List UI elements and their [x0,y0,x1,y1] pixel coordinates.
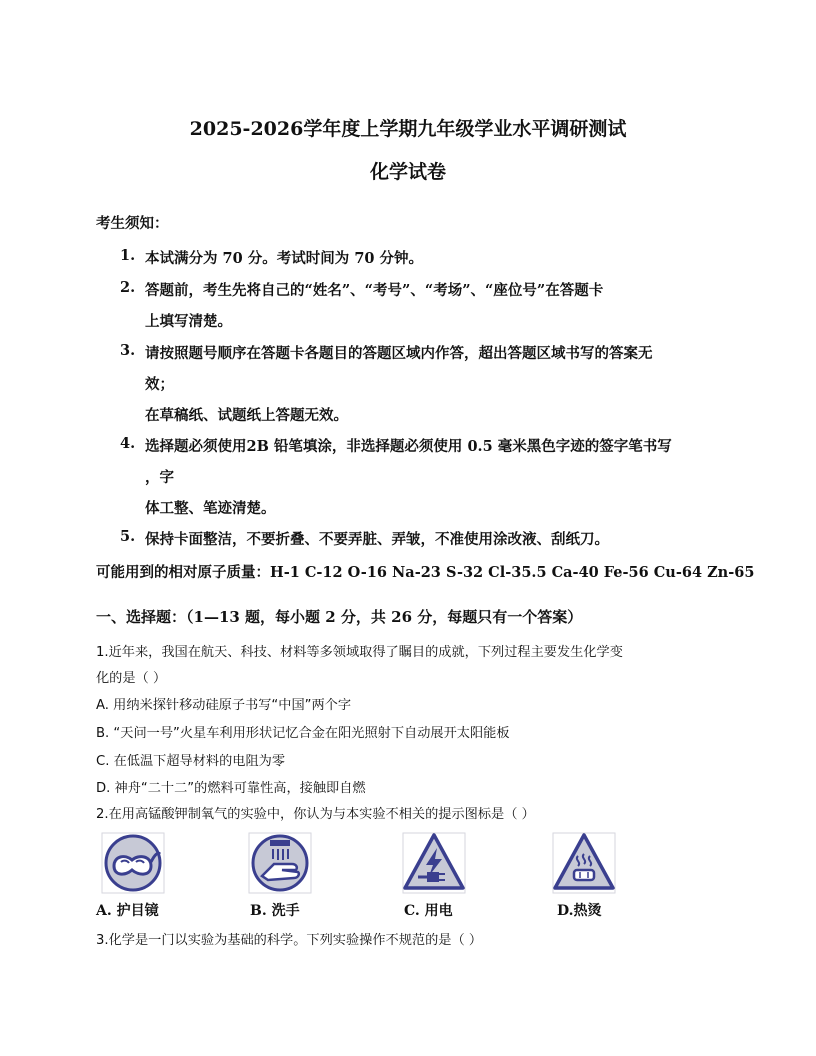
question-2-option-a: A. 护目镜 [96,903,159,919]
question-1-option-d: D. 神舟“二十二”的燃料可靠性高，接触即自燃 [96,781,366,796]
question-1-option-b: B. “天问一号”火星车利用形状记忆合金在阳光照射下自动展开太阳能板 [96,726,510,741]
notice-item-line: 本试满分为 70 分。考试时间为 70 分钟。 [145,250,424,267]
hot-surface-icon [552,832,616,894]
section-heading-choice: 一、选择题：（1—13 题，每小题 2 分，共 26 分，每题只有一个答案） [96,608,583,626]
notice-item-line: 请按照题号顺序在答题卡各题目的答题区域内作答，超出答题区域书写的答案无 [145,345,653,362]
exam-title: 2025-2026学年度上学期九年级学业水平调研测试 [189,118,627,140]
notice-item-line: 保持卡面整洁，不要折叠、不要弄脏、弄皱，不准使用涂改液、刮纸刀。 [145,531,609,548]
electricity-icon [402,832,466,894]
notice-item-number: 3. [120,342,136,359]
notice-item-number: 2. [120,279,136,296]
notice-item-line: 效； [145,376,174,393]
exam-subtitle: 化学试卷 [369,161,446,183]
question-2-option-c: C. 用电 [404,903,453,919]
notice-item-line: ，字 [145,469,174,486]
question-1-option-a: A. 用纳米探针移动硅原子书写“中国”两个字 [96,698,352,713]
notice-item-number: 4. [120,435,136,452]
question-2-stem: 2.在用高锰酸钾制氧气的实验中，你认为与本实验不相关的提示图标是（ ） [96,807,535,822]
notice-heading: 考生须知： [96,215,169,232]
notice-item-number: 1. [120,247,136,264]
notice-item-line: 选择题必须使用2B 铅笔填涂，非选择题必须使用 0.5 毫米黑色字迹的签字笔书写 [145,438,672,455]
question-1-stem: 1.近年来，我国在航天、科技、材料等多领域取得了瞩目的成就，下列过程主要发生化学变 [96,645,623,660]
question-2-option-d: D.热烫 [557,903,602,919]
goggles-icon [101,832,165,894]
notice-item-line: 答题前，考生先将自己的“姓名”、“考号”、“考场”、“座位号”在答题卡 [145,282,604,299]
hand-wash-icon [248,832,312,894]
notice-item-line: 体工整、笔迹清楚。 [145,500,276,517]
question-3-stem: 3.化学是一门以实验为基础的科学。下列实验操作不规范的是（ ） [96,933,483,948]
question-1-option-c: C. 在低温下超导材料的电阻为零 [96,754,286,769]
question-2-option-b: B. 洗手 [250,903,300,919]
atomic-mass-line: 可能用到的相对原子质量：H-1 C-12 O-16 Na-23 S-32 Cl-35.5 Ca-40 Fe-56 Cu-64 Zn-65 [96,564,755,581]
notice-item-line: 上填写清楚。 [145,313,232,330]
notice-item-line: 在草稿纸、试题纸上答题无效。 [145,407,348,424]
question-1-stem: 化的是（ ） [96,671,167,686]
notice-item-number: 5. [120,528,136,545]
